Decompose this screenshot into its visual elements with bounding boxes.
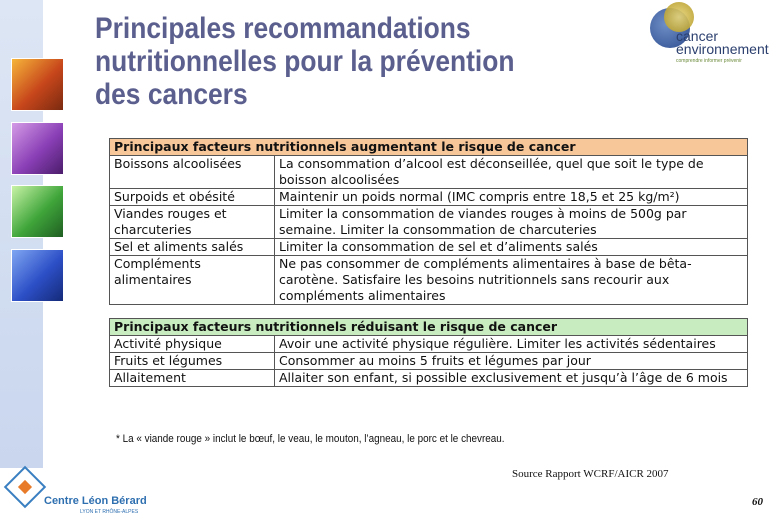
- decorative-photo-3: [11, 185, 64, 238]
- decorative-photo-2: [11, 122, 64, 175]
- logo-bottom-name: Centre Léon Bérard: [44, 495, 147, 507]
- recommendation-cell: Limiter la consommation de viandes rouges à moins de 500g par semaine. Limiter la consommation de charcuteries: [275, 206, 748, 239]
- decorative-photo-1: [11, 58, 64, 111]
- page-number: 60: [752, 496, 763, 508]
- logo-name-line1: cancer: [676, 28, 719, 44]
- logo-bottom-sub: LYON ET RHÔNE-ALPES: [80, 509, 139, 515]
- table-row: [110, 239, 748, 256]
- centre-leon-berard-logo: [0, 464, 150, 517]
- factor-cell: Compléments alimentaires: [110, 256, 275, 305]
- factor-cell: Surpoids et obésité: [110, 189, 275, 206]
- table-row: [110, 256, 748, 305]
- factor-cell: Boissons alcoolisées: [110, 156, 275, 189]
- table-reducing-risk-header: Principaux facteurs nutritionnels réduisant le risque de cancer: [110, 319, 748, 336]
- recommendation-cell: Maintenir un poids normal (IMC compris entre 18,5 et 25 kg/m²): [275, 189, 748, 206]
- table-row: [110, 336, 748, 353]
- recommendation-cell: La consommation d’alcool est déconseillée, quel que soit le type de boisson alcoolisées: [275, 156, 748, 189]
- table-increasing-risk-header: Principaux facteurs nutritionnels augmentant le risque de cancer: [110, 139, 748, 156]
- slide-title: Principales recommandations nutritionnelles pour la prévention des cancers: [95, 12, 515, 111]
- cancer-environnement-logo: [644, 2, 776, 70]
- factor-cell: Allaitement: [110, 370, 275, 387]
- table-row: [110, 156, 748, 189]
- factor-cell: Fruits et légumes: [110, 353, 275, 370]
- table-increasing-risk: [109, 138, 748, 305]
- logo-tagline: comprendre informer prévenir: [676, 58, 742, 64]
- decorative-photo-4: [11, 249, 64, 302]
- recommendation-cell: Allaiter son enfant, si possible exclusivement et jusqu’à l’âge de 6 mois: [275, 370, 748, 387]
- table-row: [110, 189, 748, 206]
- factor-cell: Sel et aliments salés: [110, 239, 275, 256]
- source-citation: Source Rapport WCRF/AICR 2007: [512, 468, 669, 480]
- table-reducing-risk: [109, 318, 748, 387]
- table-row: [110, 353, 748, 370]
- table-row: [110, 206, 748, 239]
- recommendation-cell: Ne pas consommer de compléments alimentaires à base de bêta-carotène. Satisfaire les besoins nutritionnels sans recourir aux compléments alimentaires: [275, 256, 748, 305]
- table-row: [110, 370, 748, 387]
- logo-name-line2: environnement: [676, 41, 769, 57]
- recommendation-cell: Limiter la consommation de sel et d’aliments salés: [275, 239, 748, 256]
- logo-name: [676, 30, 769, 56]
- recommendation-cell: Consommer au moins 5 fruits et légumes par jour: [275, 353, 748, 370]
- footnote: * La « viande rouge » inclut le bœuf, le veau, le mouton, l’agneau, le porc et le chevreau.: [116, 433, 505, 445]
- factor-cell: Activité physique: [110, 336, 275, 353]
- recommendation-cell: Avoir une activité physique régulière. Limiter les activités sédentaires: [275, 336, 748, 353]
- factor-cell: Viandes rouges et charcuteries: [110, 206, 275, 239]
